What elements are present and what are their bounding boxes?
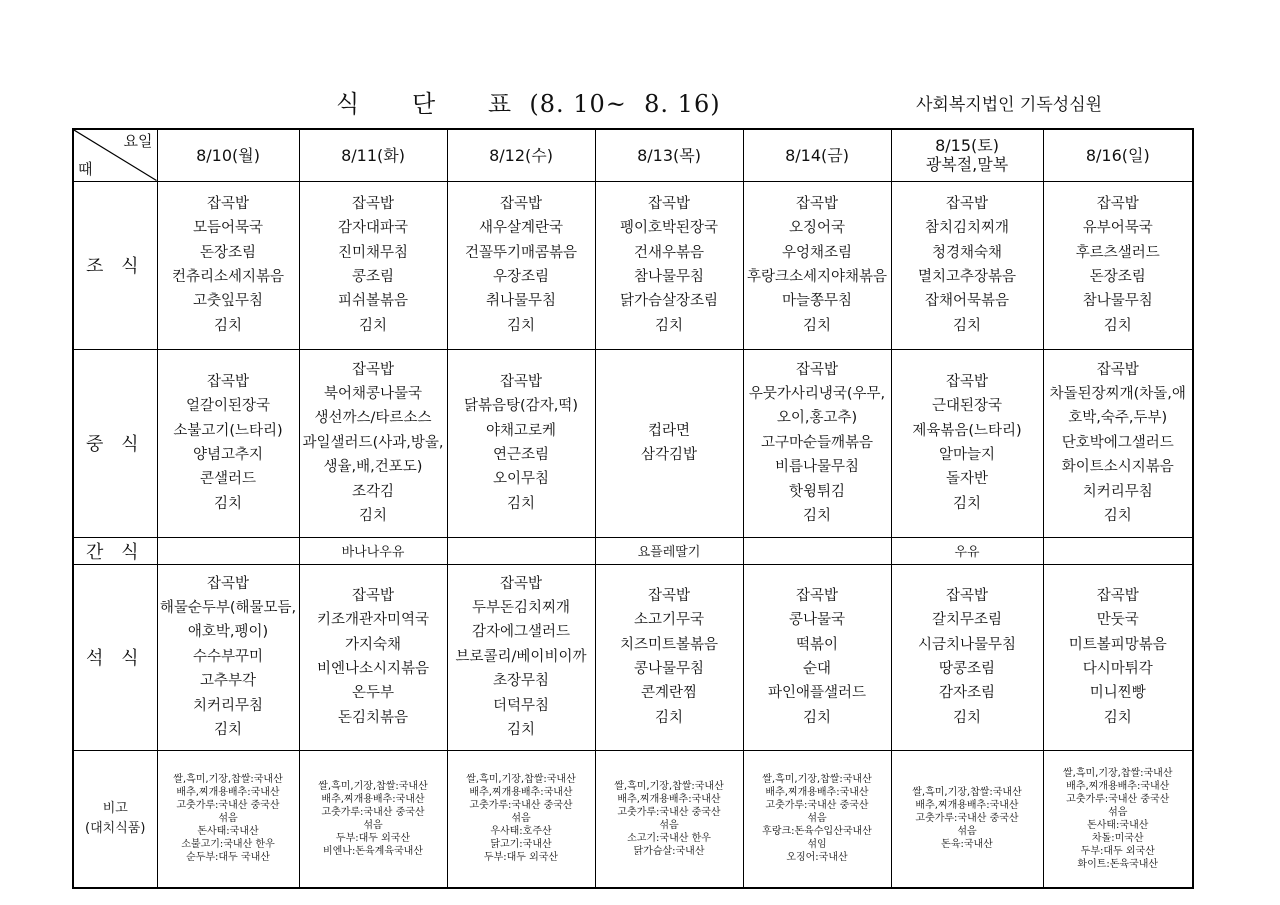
day-date: 8/15(토): [935, 136, 999, 156]
origin-note: 소불고기:국내산 한우: [181, 839, 275, 851]
origin-note: 고춧가루:국내산 중국산: [617, 806, 721, 818]
origin-note: 돈사태:국내산: [197, 826, 259, 838]
menu-item: 얼갈이된장국: [185, 398, 271, 415]
menu-item: 김치: [802, 709, 831, 726]
menu-item: 참나물무침: [1082, 293, 1153, 310]
breakfast-cell-day-0: [157, 181, 299, 349]
menu-item: 피쉬볼볶음: [337, 293, 409, 310]
menu-item: 핫윙튀김: [788, 483, 846, 500]
dinner-cell-day-5: [891, 564, 1043, 750]
menu-item: 잡곡밥: [499, 575, 543, 592]
origin-note: 후랑크:돈육수입산국내산: [762, 826, 872, 838]
menu-item: 연근조림: [492, 447, 550, 463]
origin-note: 쌀,흑미,기장,찹쌀:국내산: [614, 780, 724, 792]
lunch-cell-day-6: [1043, 349, 1193, 537]
origin-note: 고춧가루:국내산 중국산: [176, 800, 280, 812]
menu-item: 건꼴뚜기매콤볶음: [464, 244, 578, 261]
menu-item: 김치: [506, 317, 535, 334]
menu-item: 콘계란찜: [640, 685, 698, 702]
snack-cell-day-0: [157, 537, 299, 564]
menu-item: 콩나물무침: [633, 661, 705, 677]
menu-item: 단호박에그샐러드: [1061, 434, 1174, 451]
lunch-cell-day-2: [447, 349, 595, 537]
menu-item: 건새우볶음: [633, 244, 705, 261]
menu-item: 우장조림: [492, 269, 550, 285]
menu-item: 잡곡밥: [351, 361, 395, 378]
origin-note: 오징어:국내산: [786, 852, 848, 864]
notes-cell-day-1: [299, 750, 447, 888]
lunch-cell-day-5: [891, 349, 1043, 537]
origin-note: 고춧가루:국내산 중국산: [469, 800, 573, 812]
snack-cell-day-6: [1043, 537, 1193, 564]
origin-note: 두부:대두 외국산: [483, 852, 559, 864]
breakfast-cell-day-1: [299, 181, 447, 349]
menu-item: 키조개관자미역국: [316, 612, 430, 629]
menu-item: 돈장조림: [1089, 269, 1146, 285]
menu-item: 감자대파국: [337, 220, 409, 237]
menu-item: 잡곡밥: [945, 195, 989, 212]
menu-item: 김치: [506, 495, 535, 512]
menu-item: 김치: [213, 495, 242, 512]
menu-item: 잡곡밥: [499, 373, 543, 390]
origin-note: 고춧가루:국내산 중국산: [1066, 793, 1170, 805]
menu-item: 잡곡밥: [351, 195, 395, 212]
corner-day-label: 요일: [123, 132, 153, 150]
menu-item: 마늘쫑무침: [781, 293, 853, 310]
menu-item: 김치: [358, 317, 387, 334]
snack-cell-day-2: [447, 537, 595, 564]
breakfast-cell-day-2: [447, 181, 595, 349]
menu-item: 잡곡밥: [795, 195, 839, 212]
menu-item: 유부어묵국: [1082, 220, 1153, 237]
menu-item: 진미채무침: [337, 244, 409, 261]
menu-item: 잡곡밥: [351, 587, 395, 604]
menu-item: 김치: [1103, 709, 1132, 726]
menu-item: 잡곡밥: [206, 195, 250, 212]
notes-label: [73, 750, 157, 888]
menu-item: 김치: [654, 709, 683, 726]
menu-item: 컵라면: [647, 422, 691, 439]
menu-item: 김치: [1103, 508, 1132, 525]
origin-note: 쌀,흑미,기장,찹쌀:국내산: [318, 780, 428, 792]
corner-cell: [73, 129, 157, 181]
menu-item: 더덕무침: [492, 697, 550, 714]
menu-item: 김치: [213, 317, 242, 334]
menu-item: 갈치무조림: [931, 612, 1003, 629]
origin-note: 고춧가루:국내산 중국산: [765, 800, 869, 812]
origin-note: 배추,찌개용배추:국내산: [1066, 780, 1170, 792]
meal-label-dinner: 석 식: [73, 564, 157, 750]
day-date: 8/16(일): [1085, 145, 1150, 165]
corner-meal-label: 때: [78, 159, 93, 178]
menu-item: 청경채숙채: [931, 244, 1003, 261]
menu-item: 소불고기(느타리): [173, 422, 283, 439]
breakfast-cell-day-6: [1043, 181, 1193, 349]
menu-item: 콩나물국: [788, 612, 846, 629]
origin-note: 배추,찌개용배추:국내산: [617, 793, 721, 805]
lunch-cell-day-3: [595, 349, 743, 537]
origin-note: 고춧가루:국내산 중국산: [915, 813, 1019, 825]
menu-item: 치커리무침: [192, 697, 264, 714]
origin-note: 고춧가루:국내산 중국산: [321, 806, 425, 818]
menu-item: 잡곡밥: [1096, 195, 1139, 212]
menu-item: 참치김치찌개: [924, 220, 1010, 237]
menu-item: 오이무침: [492, 471, 550, 488]
origin-note: 섞임: [807, 839, 827, 851]
day-header-5: [891, 129, 1043, 181]
origin-note: 차돌:미국산: [1091, 832, 1144, 844]
menu-item: 근대된장국: [931, 398, 1003, 415]
day-header-6: [1043, 129, 1193, 181]
menu-item: 돈장조림: [199, 244, 257, 261]
origin-note: 닭가슴살:국내산: [633, 845, 705, 857]
menu-item: 파인애플샐러드: [767, 685, 867, 702]
dinner-cell-day-4: [743, 564, 891, 750]
menu-item: 잡곡밥: [795, 587, 839, 604]
menu-item: 수수부꾸미: [192, 648, 264, 665]
menu-item: 김치: [506, 722, 535, 739]
menu-item: 조각김: [351, 483, 395, 500]
menu-item: 우엉채조림: [781, 244, 853, 261]
notes-cell-day-0: [157, 750, 299, 888]
origin-note: 쌀,흑미,기장,찹쌀:국내산: [173, 774, 283, 786]
organization-name: 사회복지법인 기독성심원: [916, 95, 1103, 115]
origin-note: 배추,찌개용배추:국내산: [176, 787, 280, 799]
origin-note: 배추,찌개용배추:국내산: [765, 787, 869, 799]
menu-item: 고추부각: [199, 673, 257, 690]
menu-item: 가지숙채: [344, 636, 402, 653]
notes-cell-day-6: [1043, 750, 1193, 888]
origin-note: 쌀,흑미,기장,찹쌀:국내산: [762, 774, 872, 786]
menu-table: [72, 128, 1194, 889]
day-header-1: [299, 129, 447, 181]
day-date: 8/14(금): [785, 145, 849, 165]
day-date: 8/13(목): [637, 145, 701, 165]
menu-item: 우뭇가사리냉국(우무,오이,홍고추): [748, 385, 886, 427]
origin-note: 섞음: [363, 819, 383, 831]
meal-label-breakfast: 조 식: [73, 181, 157, 349]
menu-item: 비름나물무침: [774, 459, 860, 476]
menu-item: 닭가슴살장조림: [619, 293, 719, 310]
menu-item: 감자에그샐러드: [471, 624, 571, 641]
menu-item: 고구마순들깨볶음: [760, 434, 874, 451]
notes-label-line2: (대치식품): [85, 820, 146, 836]
menu-item: 후랑크소세지야채볶음: [746, 269, 888, 285]
notes-cell-day-5: [891, 750, 1043, 888]
menu-item: 북어채콩나물국: [323, 385, 423, 402]
menu-item: 만둣국: [1096, 612, 1139, 629]
origin-note: 섞음: [218, 813, 238, 825]
origin-note: 섞음: [511, 813, 531, 825]
notes-cell-day-2: [447, 750, 595, 888]
dinner-row: [73, 564, 1193, 750]
dinner-cell-day-3: [595, 564, 743, 750]
menu-item: 잡곡밥: [1096, 587, 1139, 604]
origin-note: 닭고기:국내산: [490, 839, 552, 851]
menu-item: 펭이호박된장국: [619, 220, 719, 237]
origin-note: 화이트:돈육국내산: [1077, 858, 1159, 870]
menu-item: 알마늘지: [938, 447, 996, 463]
menu-item: 제육볶음(느타리): [912, 422, 1022, 439]
origin-note: 섞음: [1108, 806, 1128, 818]
breakfast-cell-day-4: [743, 181, 891, 349]
menu-item: 멸치고추장볶음: [917, 269, 1017, 285]
origin-note: 비엔나:돈육계육국내산: [323, 845, 423, 857]
menu-item: 잡곡밥: [499, 195, 543, 212]
menu-item: 김치: [952, 709, 981, 726]
dinner-cell-day-6: [1043, 564, 1193, 750]
origin-note: 순두부:대두 국내산: [186, 852, 270, 864]
day-header-3: [595, 129, 743, 181]
origin-note: 쌀,흑미,기장,찹쌀:국내산: [466, 774, 576, 786]
menu-item: 삼각김밥: [640, 447, 698, 463]
menu-item: 초장무침: [492, 673, 550, 690]
menu-item: 양념고추지: [192, 447, 264, 463]
lunch-cell-day-0: [157, 349, 299, 537]
origin-note: 쌀,흑미,기장,찹쌀:국내산: [1062, 767, 1173, 779]
menu-item: 미니찐빵: [1089, 685, 1146, 702]
menu-item: 새우살계란국: [478, 220, 564, 237]
breakfast-cell-day-3: [595, 181, 743, 349]
menu-item: 땅콩조림: [938, 661, 996, 677]
menu-item: 돈김치볶음: [337, 709, 409, 726]
dinner-cell-day-1: [299, 564, 447, 750]
lunch-row: [73, 349, 1193, 537]
notes-cell-day-3: [595, 750, 743, 888]
origin-note: 배추,찌개용배추:국내산: [321, 793, 425, 805]
menu-item: 컨츄리소세지볶음: [171, 269, 285, 285]
breakfast-row: [73, 181, 1193, 349]
origin-note: 돈육:국내산: [941, 839, 993, 851]
menu-item: 돌자반: [945, 471, 989, 488]
menu-item: 김치: [952, 495, 981, 512]
menu-item: 고춧잎무침: [192, 293, 264, 310]
meal-label-snack: 간 식: [73, 537, 157, 564]
day-date: 8/11(화): [341, 145, 405, 165]
menu-item: 오징어국: [788, 220, 846, 237]
menu-item: 닭볶음탕(감자,떡): [464, 398, 578, 415]
menu-item: 취나물무침: [485, 293, 557, 310]
menu-item: 잡곡밥: [795, 361, 839, 378]
day-header-2: [447, 129, 595, 181]
menu-item: 감자조림: [938, 685, 996, 702]
menu-item: 잡채어묵볶음: [924, 293, 1010, 310]
lunch-cell-day-1: [299, 349, 447, 537]
origin-note: 쌀,흑미,기장,찹쌀:국내산: [912, 787, 1022, 799]
menu-item: 화이트소시지볶음: [1061, 459, 1174, 476]
notes-row: [73, 750, 1193, 888]
menu-item: 잡곡밥: [647, 587, 691, 604]
menu-item: 순대: [802, 661, 831, 677]
dinner-cell-day-0: [157, 564, 299, 750]
breakfast-cell-day-5: [891, 181, 1043, 349]
day-header-4: [743, 129, 891, 181]
header-row: [73, 129, 1193, 181]
snack-cell-day-5: 우유: [891, 537, 1043, 564]
origin-note: 섞음: [659, 819, 679, 831]
menu-item: 모듬어묵국: [192, 220, 264, 237]
day-date: 8/10(월): [196, 145, 260, 165]
origin-note: 두부:대두 외국산: [335, 832, 411, 844]
notes-label-line1: 비고: [102, 800, 128, 816]
menu-item: 후르츠샐러드: [1075, 244, 1160, 261]
menu-item: 콩조림: [351, 269, 395, 285]
menu-item: 야채고로케: [485, 422, 557, 439]
menu-item: 치즈미트볼볶음: [619, 636, 719, 653]
menu-item: 참나물무침: [633, 269, 705, 285]
snack-cell-day-3: 요플레딸기: [595, 537, 743, 564]
menu-item: 잡곡밥: [1096, 361, 1139, 378]
day-holiday: 광복절,말복: [925, 155, 1009, 175]
origin-note: 섞음: [807, 813, 827, 825]
menu-item: 브로콜리/베이비이까: [455, 648, 587, 665]
menu-item: 김치: [358, 508, 387, 525]
page-title: 식 단 표 (8. 10~ 8. 16): [336, 90, 721, 118]
menu-item: 잡곡밥: [945, 373, 989, 390]
origin-note: 우사태:호주산: [490, 826, 552, 838]
snack-cell-day-1: 바나나우유: [299, 537, 447, 564]
origin-note: 돈사태:국내산: [1087, 819, 1149, 831]
menu-item: 해물순두부(해물모듬,애호박,펭이): [159, 599, 297, 641]
dinner-cell-day-2: [447, 564, 595, 750]
day-header-0: [157, 129, 299, 181]
menu-item: 김치: [1103, 317, 1132, 334]
meal-label-lunch: 중 식: [73, 349, 157, 537]
menu-item: 시금치나물무침: [917, 636, 1017, 653]
menu-item: 잡곡밥: [647, 195, 691, 212]
menu-item: 미트볼피망볶음: [1068, 636, 1167, 653]
menu-item: 잡곡밥: [945, 587, 989, 604]
snack-cell-day-4: [743, 537, 891, 564]
menu-item: 잡곡밥: [206, 373, 250, 390]
menu-item: 김치: [802, 317, 831, 334]
menu-item: 두부돈김치찌개: [471, 599, 571, 616]
menu-item: 떡볶이: [795, 636, 839, 653]
day-date: 8/12(수): [489, 145, 553, 165]
menu-item: 온두부: [351, 685, 395, 702]
notes-cell-day-4: [743, 750, 891, 888]
menu-item: 김치: [802, 508, 831, 525]
menu-item: 치커리무침: [1082, 483, 1153, 500]
menu-item: 김치: [654, 317, 683, 334]
origin-note: 배추,찌개용배추:국내산: [915, 800, 1019, 812]
snack-row: [73, 537, 1193, 564]
menu-item: 소고기무국: [633, 612, 705, 629]
menu-item: 생선까스/타르소스: [314, 410, 432, 427]
menu-item: 차돌된장찌개(차돌,애호박,숙주,두부): [1049, 385, 1186, 427]
menu-item: 김치: [213, 722, 242, 739]
menu-item: 콘샐러드: [199, 471, 257, 488]
menu-item: 비엔나소시지볶음: [316, 661, 430, 677]
lunch-cell-day-4: [743, 349, 891, 537]
origin-note: 소고기:국내산 한우: [627, 832, 711, 844]
menu-item: 다시마튀각: [1082, 661, 1153, 677]
menu-item: 과일샐러드(사과,방울,생율,배,건포도): [302, 434, 444, 476]
menu-item: 김치: [952, 317, 981, 334]
origin-note: 두부:대두 외국산: [1080, 845, 1155, 857]
menu-item: 잡곡밥: [206, 575, 250, 592]
origin-note: 배추,찌개용배추:국내산: [469, 787, 573, 799]
origin-note: 섞음: [957, 826, 977, 838]
